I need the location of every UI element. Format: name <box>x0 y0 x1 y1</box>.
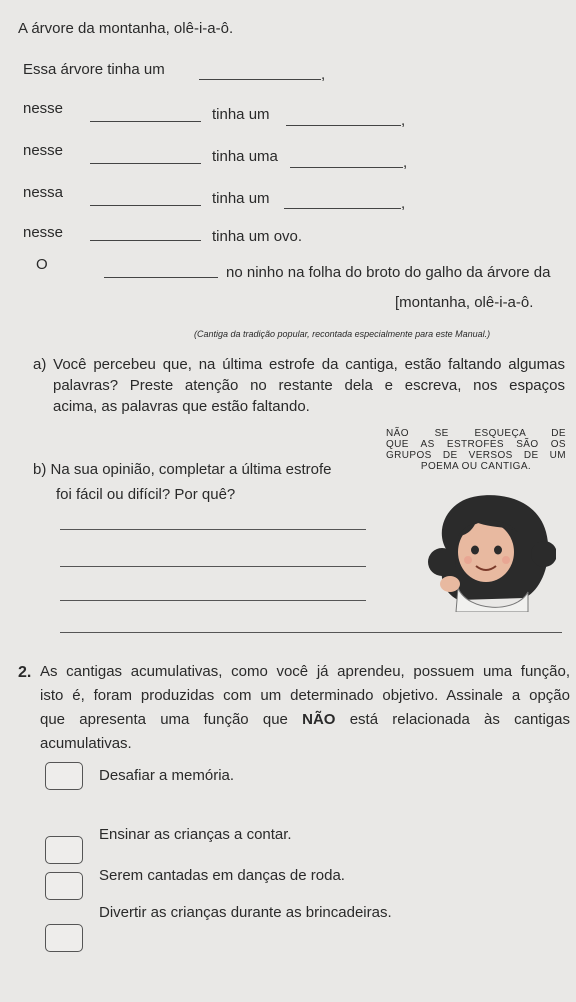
tip-bubble <box>386 428 566 472</box>
option-label-4: Divertir as crianças durante as brincadeiras. <box>99 904 392 921</box>
blank-6a[interactable] <box>104 277 218 278</box>
song-line-1: Essa árvore tinha um <box>23 61 165 78</box>
blank-3b[interactable] <box>290 167 403 168</box>
blank-1[interactable] <box>199 79 321 80</box>
answer-line-4[interactable] <box>60 632 562 633</box>
answer-line-1[interactable] <box>60 529 366 530</box>
blank-5a[interactable] <box>90 240 201 241</box>
question-2-number: 2. <box>18 664 32 681</box>
song-line-3b: tinha uma <box>212 148 278 165</box>
question-2-line-3-pre: que apresenta uma função que <box>40 711 303 728</box>
blank-4a[interactable] <box>90 205 201 206</box>
song-line-5b: tinha um ovo. <box>212 228 303 245</box>
credit: (Cantiga da tradição popular, recontada especialmente para este Manual.) <box>194 329 491 339</box>
option-label-1: Desafiar a memória. <box>99 767 235 784</box>
question-2-text <box>40 661 570 754</box>
comma: , <box>321 66 326 83</box>
question-b-line-2: foi fácil ou difícil? Por quê? <box>56 486 236 503</box>
option-checkbox-2[interactable] <box>45 836 83 864</box>
option-checkbox-3[interactable] <box>45 872 83 900</box>
song-line-6b: no ninho na folha do broto do galho da árvore da <box>226 264 551 281</box>
song-line-2b: tinha um <box>212 106 270 123</box>
blank-4b[interactable] <box>284 208 401 209</box>
blank-2a[interactable] <box>90 121 201 122</box>
tip-line-3: GRUPOS DE VERSOS DE UM <box>386 450 566 461</box>
question-2-line-4: acumulativas. <box>40 735 132 752</box>
question-a-line-3: acima, as palavras que estão faltando. <box>53 398 310 415</box>
song-line-7: [montanha, olê-i-a-ô. <box>395 294 534 311</box>
option-checkbox-1[interactable] <box>45 762 83 790</box>
blank-2b[interactable] <box>286 125 401 126</box>
question-2-line-1: As cantigas acumulativas, como você já aprendeu, possuem uma função, <box>40 663 570 680</box>
song-line-3a: nesse <box>23 142 64 159</box>
song-line-4b: tinha um <box>212 190 270 207</box>
option-checkbox-4[interactable] <box>45 924 83 952</box>
song-line-6a: O <box>36 256 48 273</box>
comma: , <box>401 112 406 129</box>
question-a-line-1: a) Você percebeu que, na última estrofe da cantiga, estão faltando algumas <box>33 356 565 373</box>
song-line-5a: nesse <box>23 224 64 241</box>
comma: , <box>401 195 406 212</box>
question-2-emphasis: NÃO <box>302 711 336 728</box>
question-2-line-3-post: está relacionada às cantigas <box>335 711 570 728</box>
girl-illustration <box>428 492 556 612</box>
blank-3a[interactable] <box>90 163 201 164</box>
question-2-line-2: isto é, foram produzidas com um determinado objetivo. Assinale a opção <box>40 687 570 704</box>
question-a <box>33 354 565 417</box>
song-line-4a: nessa <box>23 184 64 201</box>
question-a-line-2: palavras? Preste atenção no restante dela e escreva, nos espaços <box>53 377 565 394</box>
question-2-line-3 <box>40 709 570 730</box>
option-label-2: Ensinar as crianças a contar. <box>99 826 292 843</box>
answer-line-2[interactable] <box>60 566 366 567</box>
song-line-2a: nesse <box>23 100 64 117</box>
tip-line-4: POEMA OU CANTIGA. <box>420 461 532 472</box>
option-label-3: Serem cantadas em danças de roda. <box>99 867 345 884</box>
comma: , <box>403 154 408 171</box>
song-title: A árvore da montanha, olê-i-a-ô. <box>18 20 234 37</box>
tip-line-1: NÃO SE ESQUEÇA DE <box>386 428 566 439</box>
tip-line-2: QUE AS ESTROFES SÃO OS <box>386 439 566 450</box>
question-b-line-1: b) Na sua opinião, completar a última estrofe <box>33 461 332 478</box>
answer-line-3[interactable] <box>60 600 366 601</box>
